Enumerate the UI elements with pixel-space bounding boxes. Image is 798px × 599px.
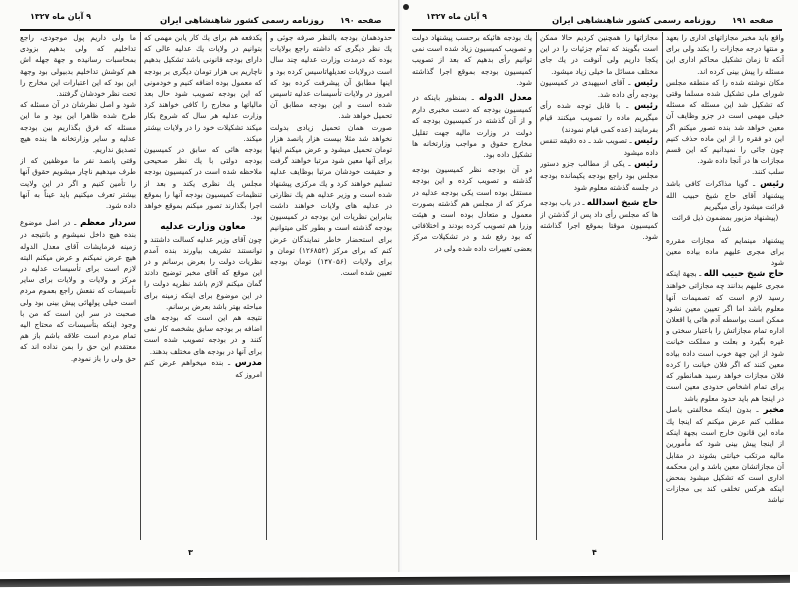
right-page (402, 0, 798, 575)
left-header-rule (20, 29, 395, 31)
speech-text: بمنظور باینکه در کمیسیون بودجه که دست مخبری دارم و از آن گذشته در کمیسیون بودجه که دولت در وزارت مالیه جهت تقلیل مخارج حقوق و مواجب وزارتخانه ها تشکیل داده بود. (412, 93, 532, 160)
column-divider (266, 32, 267, 540)
paragraph: مجازاتها را همچنین کردیم حالا ممکن است بگویند که تمام جزئیات را در این یکجا داریم ولی آنوقت در یك جای مختلف مسائل ما خیلی زیاد میشود. (540, 33, 658, 76)
speaker-heading: مدرس (234, 357, 262, 368)
speech-text: تصویب شد ـ ده دقیقه تنفس داده میشود (540, 135, 658, 158)
speech-text: گویا مذاکرات کافی باشد پیشنهاد آقای حاج شیخ حبیب الله قرائت میشود رأی میگیریم (666, 178, 784, 212)
speaker-heading: رئیس (634, 77, 658, 88)
paragraph: صورت همان تحمیل زیادی بدولت نخواهد شد مثلا بیست هزار پانصد هزار تومان تحمیل میشود و عرض میکنم اینها برای آنها معین شود مرتبا خواهند گرفت و حقیقت خودشان مرتبا بوظایف عدلیه تسلیم خواهند کرد و یك مرکزی پیشنهاد شده است و وزیر عدلیه هم یك نظارتی در عدلیه های ولایات خواهند داشت بنابراین نظریات این بودجه در کمیسیون بودجه گذشته است و بطور کلی میتوانیم برای استحضار خاطر نمایندگان عرض کنم که برای مرکز (۱۲۶۸۵۲) تومان و برای ولایات (۱۴۷۰۵۶) تومان بودجه تعیین شده است. (270, 122, 392, 278)
speech-text: چون آقای وزیر عدلیه کسالت داشتند و توانستند تشریف بیاورند بنده آمدم نظریات دولت را بعرض برسانم و در این موقع که آقای مخبر توضیح دادند گمان میکنم لازم باشد نظریه دولت را در این موضوع برای اینکه زمینه برای مباحثه بهتر باشد بعرض برسانم. (144, 234, 262, 311)
left-page-column-left: ما ولی داریم پول موجودی، راجع تداخلیم که ولی بدهیم بزودی بمحاسبات رسانیده و جهة جهله اش هم کوشش تداخلیم بدبیولی بود وجهة این بود که این اعتبارات این مخارج را تحت نظر خودشان گرفتند. شود و اصل نظرشان در آن مسئله که طرح شده ظاهرا این بود و ما این مسئله که فرق بگذاریم بین بودجه عدلیه و سایر وزارتخانه ها بنده هیچ تصدیق نداریم. وقتی پانصد نفر ما موظفین که از طرف میدهیم ناچار میشویم حقوق آنها را تأمین کنیم و اگر در این ولایت بیشتر تعرف میکنیم باید عیناً به آنها داده شود. سردار معظم ـ در اصل موضوع بنده هیچ داخل نمیشوم و بانتیجه در زمینه فرمایشات آقای معدل الدوله هیچ عرض نمیکنم و عرض میکنم البته لازم است برای تأسیسات عدلیه در مرکز و ولایات و ولایات برای سایر تأسیسات که نفعش راجع بعموم مردم است خیلی پولهائی پیش بینی بود ولی صحبت در سر این است که من با وجود اینکه بتأسیسات که محتاج الیه تمام مردم است علاقه باشم باز هم معتقدم این حق را بمن نداده اند که حق ولی را باز نمودم. (20, 33, 136, 363)
speech-text: پیشنهاد مینمایم که مجازات مقرره برای مجری علیهم ماده بیاده معین شود (666, 235, 784, 268)
paragraph: وقتی پانصد نفر ما موظفین که از طرف میدهیم ناچار میشویم حقوق آنها را تأمین کنیم و اگر در این ولایت بیشتر تعرف میکنیم باید عیناً به آنها داده شود. (20, 156, 136, 211)
left-header-page-label: صفحه ۱۹۰ (340, 16, 382, 25)
speech-text: یکی از مطالب جزو دستور مجلس بود راجع بودجه یکیمانده بودجه در جلسه گذشته معلوم شود (540, 159, 658, 192)
speech-text: آقای اسپهبدی در کمیسیون بودجه رأی داده شد. (540, 77, 658, 100)
column-divider (140, 32, 141, 540)
speaker-heading: سردار معظم (80, 218, 136, 229)
right-header-title: روزنامه رسمی کشور شاهنشاهی ایران (552, 16, 716, 26)
speaker-heading: مخبر (763, 404, 784, 415)
left-page-column-middle: یکدفعه هم برای یك کار یابن مهمی که بتوانیم در ولایات یك عدلیه عالی که دارای بودجه قانونی باشد تشکیل بدهیم ناچاریم بی هزار تومان دیگری بر بودجه که معمول بوده اضافه کنیم و خودمونی که این بودجه تصویب شود حال بعد مالیاتها و مخارج را کافی خواهند کرد وزارت عدلیه هر سال که شروع بکار میکند تشکیلات خود را در ولایات بیشتر میکند. بودجه هائی که سابق در کمیسیون بودجه دولتی با یك نظر صحیحی ملاحظه شده است در کمیسیون بودجه مجلس یك نظری یکند و بعد از تنظیمات کمیسیون بودجه آنها را بموقع اجرا بگذارند تصور میکنم بموقع خواهد بود. معاون وزارت عدلیه چون آقای وزیر عدلیه کسالت داشتند و توانستند تشریف بیاورند بنده آمدم نظریات دولت را بعرض برسانم و در این موقع که آقای مخبر توضیح دادند گمان میکنم لازم باشد نظریه دولت را در این موضوع برای اینکه زمینه برای مباحثه بهتر باشد بعرض برسانم. نتیجه هم این است که بودجه های اضافه بر بودجه سابق بشخصه کار نمی کنند و در بودجه تصویب شده است برای آنها در بودجه های مختلف بدهند. مدرس ـ بنده میخواهم عرض کنم امروز که (144, 33, 262, 380)
scan-speck (403, 4, 409, 10)
speech-text: بنده میخواهم عرض کنم امروز که (144, 357, 262, 380)
speech-text: بجهة اینکه مجری علیهم بدانند چه مجازاتی خواهند رسید لازم است که تصمیمات آنها معلوم باشد اما اگر تعیین معین نشود ممکن است بواسطه آدم هائی یا اقعلان اداره تمام مجازاتش را باعتبار سختی و غیره بگیرد و بعلت و مملکت خیانت شود از این جهة خوب است داده بیاده معین کنند که اگر فلان خیانت را کرده فلان مجازات خواهد رسید همانطور که برای تمام اشخاص حدودی معین است در اینجا هم باید حدود معلوم باشد (666, 269, 784, 403)
paragraph: یکدفعه هم برای یك کار یابن مهمی که بتوانیم در ولایات یك عدلیه عالی که دارای بودجه قانونی باشد تشکیل بدهیم ناچاریم بی هزار تومان دیگری بر بودجه که معمول بوده اضافه کنیم و خودمونی که این بودجه تصویب شود حال بعد مالیاتها و مخارج را کافی خواهند کرد وزارت عدلیه هر سال که شروع بکار میکند تشکیلات خود را در ولایات بیشتر میکند. (144, 33, 262, 143)
left-header-date: ۹ آبان ماه ۱۳۲۷ (30, 12, 92, 21)
procedural-note: (پیشنهاد مزبور بمضمون ذیل قرائت شد) (671, 213, 779, 234)
right-page-column-left: یك بودجه هائیکه برحسب پیشنهاد دولت و تصویب کمیسیون زیاد شده است نمی توانیم رأی بدهیم که بعد از تصویب کمیسیون بودجه بموقع اجرا گذاشته شود. معدل الدوله ـ بمنظور باینکه در کمیسیون بودجه که دست مخبری دارم و از آن گذشته در کمیسیون بودجه که دولت در وزارت مالیه جهت تقلیل مخارج حقوق و مواجب وزارتخانه ها تشکیل داده بود. دو آن بودجه نظر کمیسیون بودجه گذشته و تصویب کرده و این بودجه مستقل بوده است یکی بودجه عدلیه در مرکز که از مجلس هم گذشته بصورت معمول و متعادل بوده است و هیئت وزرا هم تصویب کرده بودند و اختلافاتی که بود رفع شد و در تشکیلات مرکز بعضی تغییرات داده شده ولی در (412, 33, 532, 253)
right-page-column-right: واقع باید مخبر مجازاتهای اداری را بعهد و منتها درجه مجازات را بکند ولی برای آنکه تا زمان تشکیل محاکم اداری این مسئله را پیش بینی کرده اند. مکان نوشته شده را که منطقه مجلس شورای ملی تشکیل شده مسلما وقتی که تشکیل شد این مسئله که مسئله خیلی مهمی است در جزو وظایف آن معین خواهد شد بنده تصور میکنم اگر این دو فقره را از این ماده حذف کنیم چون جائی را نمیدانیم که این قسم مجازات ها در آنجا داده شود. سلب کنند. رئیس ـ گویا مذاکرات کافی باشد پیشنهاد آقای حاج شیخ حبیب الله قرائت میشود رأی میگیریم (پیشنهاد مزبور بمضمون ذیل قرائت شد) پیشنهاد مینمایم که مجازات مقرره برای مجری علیهم ماده بیاده معین شود حاج شیخ حبیب الله ـ بجهة اینکه مجری علیهم بدانند چه مجازاتی خواهند رسید لازم است که تصمیمات آنها معلوم باشد اما اگر تعیین معین نشود ممکن است بواسطه آدم هائی یا اقعلان اداره تمام مجازاتش را باعتبار سختی و غیره بگیرد و بعلت و مملکت خیانت شود از این جهة خوب است داده بیاده معین کنند که اگر فلان خیانت را کرده فلان مجازات خواهد رسید همانطور که برای تمام اشخاص حدودی معین است در اینجا هم باید حدود معلوم باشد مخبر ـ بدون اینکه مخالفتی باصل مطلب کنم عرض میکنم که اینجا یك ماده این قانون خارج است بجهة اینکه از اینجا پیش بینی شود که مأمورین مالیه مرتکب خیانتی بشوند در مقابل آن مجازاتشان معین باشد و این محکمه اداری است که تشکیل میشود بمحض اینکه هرکس تخلفی کند بی مجازات نباشد (666, 33, 784, 505)
paragraph: دو آن بودجه نظر کمیسیون بودجه گذشته و تصویب کرده و این بودجه مستقل بوده است یکی بودجه عدلیه در مرکز که از مجلس هم گذشته بصورت معمول و متعادل بوده است و هیئت وزرا هم تصویب کرده بودند و اختلافاتی که بود رفع شد و در تشکیلات مرکز بعضی تغییرات داده شده ولی در (412, 165, 532, 253)
paragraph: بودجه هائی که سابق در کمیسیون بودجه دولتی با یك نظر صحیحی ملاحظه شده است در کمیسیون بودجه مجلس یك نظری یکند و بعد از تنظیمات کمیسیون بودجه آنها را بموقع اجرا بگذارند تصور میکنم بموقع خواهد بود. (144, 145, 262, 222)
speaker-heading: رئیس (634, 101, 658, 112)
column-divider (536, 32, 537, 540)
right-page-header (402, 12, 798, 26)
speech-text: در باب بودجه ها که مجلس رأی داد پس از گذشتن از کمیسیون موقتا بموقع اجرا گذاشته شود. (540, 197, 658, 242)
right-header-rule (412, 29, 782, 31)
right-page-number: ۴ (592, 548, 597, 557)
paragraph: سلب کنند. (751, 167, 784, 177)
speaker-heading: رئیس (634, 159, 658, 170)
paragraph: واقع باید مخبر مجازاتهای اداری را بعهد و منتها درجه مجازات را بکند ولی برای آنکه تا زمان تشکیل محاکم اداری این مسئله را پیش بینی کرده اند. (666, 33, 784, 76)
speech-text: در اصل موضوع بنده هیچ داخل نمیشوم و بانتیجه در زمینه فرمایشات آقای معدل الدوله هیچ عرض نمیکنم و عرض میکنم البته لازم است برای تأسیسات عدلیه در مرکز و ولایات و ولایات برای سایر تأسیسات که نفعش راجع بعموم مردم است خیلی پولهائی پیش بینی بود ولی صحبت در سر این است که من با وجود اینکه بتأسیسات که محتاج الیه تمام مردم است علاقه باشم باز هم معتقدم این حق را بمن نداده اند که حق ولی را باز نمودم. (20, 218, 136, 363)
paragraph: یك بودجه هائیکه برحسب پیشنهاد دولت و تصویب کمیسیون زیاد شده است نمی توانیم رأی بدهیم که بعد از تصویب کمیسیون بودجه بموقع اجرا گذاشته شود. (412, 33, 532, 87)
left-page-column-right (270, 32, 392, 540)
column-divider (662, 32, 663, 540)
paragraph: شود و اصل نظرشان در آن مسئله که طرح شده ظاهرا این بود و ما این مسئله که فرق بگذاریم بین بودجه عدلیه و سایر وزارتخانه ها بنده هیچ تصدیق نداریم. (20, 100, 136, 155)
paragraph: نتیجه هم این است که بودجه های اضافه بر بودجه سابق بشخصه کار نمی کنند و در بودجه تصویب شده است برای آنها در بودجه های مختلف بدهند. (144, 313, 262, 356)
paragraph: ما ولی داریم پول موجودی، راجع تداخلیم که ولی بدهیم بزودی بمحاسبات رسانیده و جهة جهله اش هم کوشش تداخلیم بدبیولی بود وجهة این بود که این اعتبارات این مخارج را تحت نظر خودشان گرفتند. (20, 33, 136, 99)
speaker-heading: حاج شیخ اسدالله (586, 197, 658, 208)
paragraph: حدودهمان بودجه بالنظر صرفه جوئی و یك نظر دیگری که داشته راجع بولایات بوده که درمدت وزارت عدلیه چند سال است درولایات تعدیلهاتاسیس کرده بود و اینها مطابق آن پیشرفت کرده بود که امروز در ولایات تأسیسات عدلیه تاسیس شده است و این بودجه مطابق آن تحمیل خواهد شد. (270, 33, 392, 121)
speech-text: بدون اینکه مخالفتی باصل مطلب کنم عرض میکنم که اینجا یك ماده این قانون خارج است بجهة اینکه از اینجا پیش بینی شود که مأمورین مالیه مرتکب خیانتی بشوند در مقابل آن مجازاتشان معین باشد و این محکمه اداری است که تشکیل میشود بمحض اینکه هرکس تخلفی کند بی مجازات نباشد (666, 404, 784, 505)
paragraph: مکان نوشته شده را که منطقه مجلس شورای ملی تشکیل شده مسلما وقتی که تشکیل شد این مسئله که مسئله خیلی مهمی است در جزو وظایف آن معین خواهد شد بنده تصور میکنم اگر این دو فقره را از این ماده حذف کنیم چون جائی را نمیدانیم که این قسم مجازات ها در آنجا داده شود. (666, 77, 784, 166)
speaker-heading: حاج شیخ حبیب الله (703, 269, 784, 280)
speaker-heading: رئیس (634, 135, 658, 146)
left-header-title: روزنامه رسمی کشور شاهنشاهی ایران (160, 16, 324, 26)
right-page-column-middle: مجازاتها را همچنین کردیم حالا ممکن است بگویند که تمام جزئیات را در این یکجا داریم ولی آنوقت در یك جای مختلف مسائل ما خیلی زیاد میشود. رئیس ـ آقای اسپهبدی در کمیسیون بودجه رأی داده شد. رئیس ـ با قابل توجه شده رأی میگیریم ماده را تصویب میکنند قیام بفرمایند (عده کمی قیام نمودند) رئیس ـ تصویب شد ـ ده دقیقه تنفس داده میشود رئیس ـ یکی از مطالب جزو دستور مجلس بود راجع بودجه یکیمانده بودجه در جلسه گذشته معلوم شود حاج شیخ اسدالله ـ در باب بودجه ها که مجلس رأی داد پس از گذشتن از کمیسیون موقتا بموقع اجرا گذاشته شود. (540, 33, 658, 242)
speech-text: با قابل توجه شده رأی میگیریم ماده را تصویب میکنند قیام بفرمایند (عده کمی قیام نمودند) (540, 101, 658, 134)
speaker-heading: معدل الدوله (478, 93, 532, 104)
speaker-heading: رئیس (760, 178, 784, 189)
right-header-page-label: صفحه ۱۹۱ (732, 16, 774, 25)
section-heading: معاون وزارت عدلیه (160, 222, 246, 233)
left-page (0, 0, 400, 575)
left-page-number: ۳ (188, 548, 193, 557)
right-header-date: ۹ آبان ماه ۱۳۲۷ (426, 12, 488, 21)
left-page-header (0, 12, 400, 26)
